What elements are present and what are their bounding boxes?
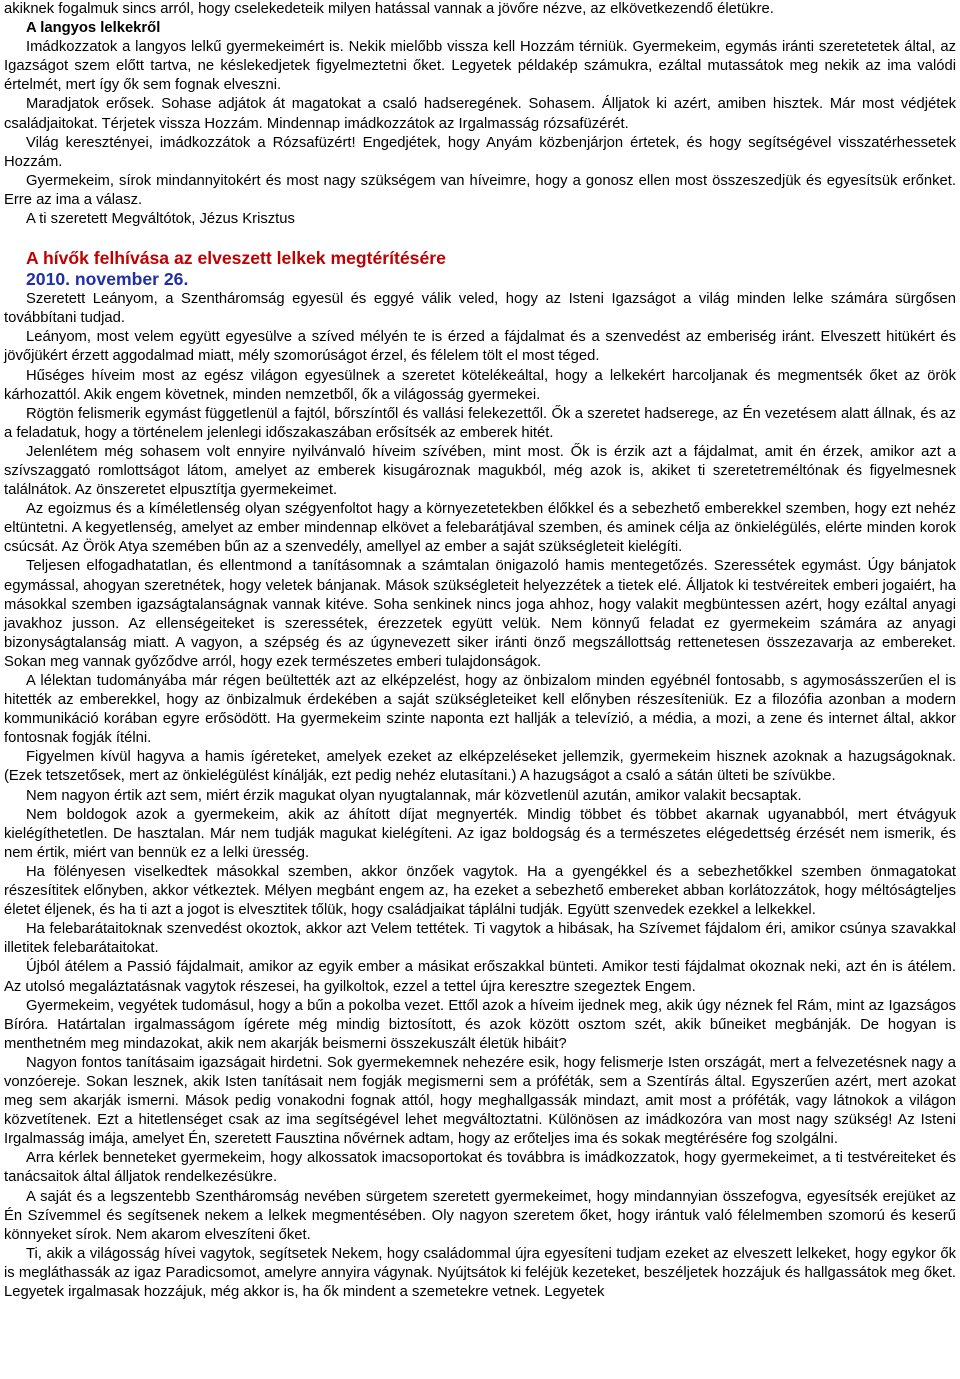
paragraph: Újból átélem a Passió fájdalmait, amikor az egyik ember a másikat erőszakkal bünteti. Amikor testi fájdalmat okoznak neki, azt én is átélem. Az utolsó megaláztatásnak vagytok részesei, ha gyilkoltok, ezzel a tettel újra keresztre szegeztek Engem. xyxy=(4,959,956,995)
paragraph: A lélektan tudományába már régen beültették azt az elképzelést, hogy az önbizalom minden egyébnél fontosabb, s agymosásszerűen el is hitették az emberekkel, hogy az önbizalmuk érdekében a saját szükségleteiket kell előnyben részesíteniük. Ez a filozófia azonban a modern kommunikáció korában egyre erősödött. Ha gyermekeim szinte naponta ezt hallják a televízió, a média, a mozi, a zene és internet által, akkor fontosnak fogják ítélni. xyxy=(4,673,956,747)
paragraph: Az egoizmus és a kíméletlenség olyan szégyenfoltot hagy a környezetetekben élőkkel és a sebezhető emberekkel szemben, hogy ezt nehéz eltüntetni. A kegyetlenség, amelyet az ember mindennap elkövet a felebarátjával szemben, és aminek célja az önkielégülés, elérte minden korok csúcsát. Az Örök Atya szemében bűn az a szenvedély, amellyel az ember a saját szükségleteit kielégíti. xyxy=(4,501,956,556)
message-title: A hívők felhívása az elveszett lelkek megtérítésére xyxy=(26,248,446,269)
signature: A ti szeretett Megváltótok, Jézus Krisztus xyxy=(26,211,295,228)
paragraph: Leányom, most velem együtt egyesülve a szíved mélyén te is érzed a fájdalmat és a szenvedést az emberiség iránt. Elveszett hitükért és jövőjükért érzett aggodalmad miatt, mély szomorúságot érzel, és félelem tölt el most téged. xyxy=(4,329,956,365)
paragraph: A saját és a legszentebb Szentháromság nevében sürgetem szeretett gyermekeimet, hogy mindannyian összefogva, egyesítsék erejüket az Én Szívemmel és segítsenek nekem a lelkek megmentésében. Oly nagyon szeretem őket, hogy irántuk való félelmemben szomorú és keserű könnyeket sírok. Nem akarom elveszíteni őket. xyxy=(4,1188,956,1243)
paragraph: Teljesen elfogadhatatlan, és ellentmond a tanításomnak a számtalan önigazoló hamis mentegetőzés. Szeressétek egymást. Úgy bánjatok egymással, ahogyan szeretnétek, hogy veletek bánjanak. Mások szükségleteit helyezzétek a tietek elé. Álljatok ki testvéreitek emberi jogaiért, ha másokkal szemben igazságtalanságnak vannak kitéve. Soha senkinek nincs joga ahhoz, hogy valakit megbüntessen azért, hogy ezáltal anyagi javakhoz jusson. Az ellenségeiteket is szeressétek, érezzetek együtt velük. Nem könnyű feladat ez gyermekeim számára az anyagi bizonyságtalanság miatt. A vagyon, a szépség és az úgynevezett siker iránti önző megszállottság rettenetesen összezavarja az embereket. Sokan meg vannak győződve arról, hogy ezek természetes emberi tulajdonságok. xyxy=(4,558,956,670)
message-date: 2010. november 26. xyxy=(26,269,189,290)
section-heading xyxy=(4,248,956,290)
paragraph: Nem boldogok azok a gyermekeim, akik az áhított díjat megnyerték. Mindig többet és többet akarnak ugyanabból, mert étvágyuk kielégíthetetlen. De hasztalan. Már nem tudják magukat kielégíteni. Az igaz boldogság és a természetes elégedettség érzését nem ismerik, és nem értik, miért van bennük ez a lelki üresség. xyxy=(4,806,956,861)
paragraph: Arra kérlek benneteket gyermekeim, hogy alkossatok imacsoportokat és továbbra is imádkozzatok, hogy gyermekeimet, a ti testvéreiteket és tanácsaitok által álljatok rendelkezésükre. xyxy=(4,1150,956,1186)
paragraph: Jelenlétem még sohasem volt ennyire nyilvánvaló híveim szívében, mint most. Ők is érzik azt a fájdalmat, amit én érzek, amikor azt a szívszaggató romlottságot látom, amelyet az emberek kisugároznak magukból, még azok is, akiket ti szeretetreméltónak és figyelmesnek találnátok. Az önszeretet elpusztítja gyermekeimet. xyxy=(4,443,956,499)
paragraph: Ha fölényesen viselkedtek másokkal szemben, akkor önzőek vagytok. Ha a gyengékkel és a sebezhetőkkel szemben önmagatokat részesítitek előnyben, akkor vétkeztek. Mélyen megbánt engem az, ha ezeket a sebezhető embereket abban korlátozzátok, hogy méltóságteljes életet éljenek, és ha ti azt a jogot is elvesztitek tőlük, hogy családjaikat táplálni tudják. Együtt szenvedek ezekkel a lelkekkel. xyxy=(4,863,956,919)
paragraph: Rögtön felismerik egymást függetlenül a fajtól, bőrszíntől és vallási felekezettől. Ők a szeretet hadserege, az Én vezetésem alatt állnak, és az a feladatuk, hogy a történelem jelenlegi időszakaszában erősítsék az emberek hitét. xyxy=(4,405,956,441)
paragraph: Maradjatok erősek. Sohase adjátok át magatokat a csaló hadseregének. Sohasem. Álljatok ki azért, amiben hisztek. Már most védjétek családjaitokat. Térjetek vissza Hozzám. Mindennap imádkozzátok az Irgalmasság rózsafüzérét. xyxy=(4,96,956,132)
part1-body xyxy=(4,38,956,210)
paragraph: Nem nagyon értik azt sem, miért érzik magukat olyan nyugtalannak, már közvetlenül azután, amikor valakit becsaptak. xyxy=(26,787,802,804)
intro-tail-paragraph: akiknek fogalmuk sincs arról, hogy cselekedeteik milyen hatással vannak a jövőre nézve, az elkövetkezendő életükre. xyxy=(4,1,774,17)
paragraph: Szeretett Leányom, a Szentháromság egyesül és eggyé válik veled, hogy az Isteni Igazságot a világ minden lelke számára sürgősen továbbítani tudjad. xyxy=(4,291,956,327)
subheading-langyos-lelkek: A langyos lelkekről xyxy=(26,20,161,37)
paragraph: Gyermekeim, vegyétek tudomásul, hogy a bűn a pokolba vezet. Ettől azok a híveim ijednek meg, akik úgy néznek fel Rám, mint az Igazságos Bíróra. Határtalan irgalmasságom ígérete még mindig biztosított, és azok között osztom szét, akik bűneiket megbánják. De hogyan is menthetném meg mindazokat, akik nem akarják beismerni összekuszált életük hibáit? xyxy=(4,997,956,1052)
paragraph: Hűséges híveim most az egész világon egyesülnek a szeretet kötelékeáltal, hogy a lelkekért harcoljanak és megmentsék őket az örök kárhozattól. Akik engem követnek, minden nemzetből, ők a világosság gyermekei. xyxy=(4,367,956,403)
paragraph: Figyelmen kívül hagyva a hamis ígéreteket, amelyek ezeket az elképzeléseket jellemzik, gyermekeim hisznek azoknak a hazugságoknak. (Ezek tetszetősek, mert az önkielégülést kínálják, ezt pedig nehéz elutasítani.) A hazugságot a csaló a sátán ülteti be szívükbe. xyxy=(4,749,956,785)
paragraph: Gyermekeim, sírok mindannyitokért és most nagy szükségem van híveimre, hogy a gonosz ellen most összeszedjük és egyesítsük erőnket. Erre az ima a válasz. xyxy=(4,172,956,208)
paragraph: Imádkozzatok a langyos lelkű gyermekeimért is. Nekik mielőbb vissza kell Hozzám térniük. Gyermekeim, egymás iránti szeretetetek által, az Igazságot szem előtt tartva, ne késlekedjetek figyelmeztetni őket. Legyetek példakép számukra, ezáltal mutassátok meg nekik az ima valódi értelmét, mert így ők sem fognak elveszni. xyxy=(4,39,956,94)
paragraph: Világ keresztényei, imádkozzátok a Rózsafüzért! Engedjétek, hogy Anyám közbenjárjon értetek, és hogy segítségével visszatérhessetek Hozzám. xyxy=(4,134,956,170)
paragraph: Nagyon fontos tanításaim igazságait hirdetni. Sok gyermekemnek nehezére esik, hogy felismerje Isten országát, mert a felvezetésnek nagy a vonzóereje. Sokan lesznek, akik Isten tanításait nem fogják megismerni sem a próféták, sem a Szentírás által. Egyszerűen azért, mert azokat meg sem akarják ismerni. Mások pedig vonakodni fognak attól, hogy meghallgassák mindazt, amit most a próféták, vagy látnokok a világon közvetítenek. Ezt a hitetlenséget csak az ima segítségével lehet megváltoztatni. Különösen az imádkozóra van most nagy szükség! Az Isteni Irgalmasság imája, amelyet Én, szeretett Fausztina nővérnek adtam, hogy az erőteljes ima és sokak megtérésére fog szolgálni. xyxy=(4,1054,956,1148)
part2-body xyxy=(4,290,956,1302)
paragraph: Ha felebarátaitoknak szenvedést okoztok, akkor azt Velem tettétek. Ti vagytok a hibásak, ha Szívemet fájdalom éri, amikor csúnya szavakkal illetitek felebarátaitokat. xyxy=(4,921,956,957)
paragraph: Ti, akik a világosság hívei vagytok, segítsetek Nekem, hogy családommal újra egyesíteni tudjam ezeket az elveszett lelkeket, hogy egykor ők is megláthassák az igaz Paradicsomot, amelyre annyira vágynak. Nyújtsátok ki feléjük kezeteket, beszéljetek hozzájuk és hallgassátok meg őket. Legyetek irgalmasak hozzájuk, még akkor is, ha ők mindent a szemetekre vetnek. Legyetek xyxy=(4,1245,956,1300)
